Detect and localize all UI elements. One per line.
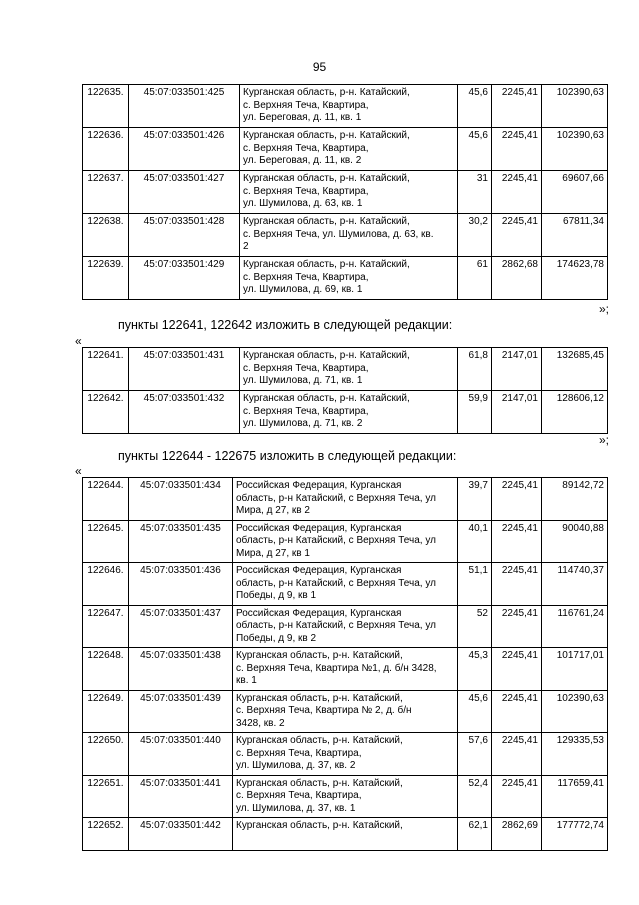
cadastral-number: 45:07:033501:434 xyxy=(129,478,233,521)
unit-price: 2245,41 xyxy=(492,605,542,648)
unit-price: 2862,69 xyxy=(492,818,542,851)
area-value: 51,1 xyxy=(458,563,492,606)
address-line: Курганская область, р-н. Катайский, xyxy=(236,820,403,831)
item-number: 122638. xyxy=(83,214,129,257)
address-line: Курганская область, р-н. Катайский, xyxy=(243,393,410,404)
address-line: с. Верхняя Теча, Квартира, xyxy=(243,362,369,374)
address-line: с. Верхняя Теча, Квартира, xyxy=(243,99,369,111)
address-line: 3428, кв. 2 xyxy=(236,717,285,729)
address-cell xyxy=(240,128,458,171)
address-line: Победы, д 9, кв 2 xyxy=(236,632,317,644)
unit-price: 2245,41 xyxy=(492,214,542,257)
table-row xyxy=(83,85,608,128)
cadastral-cost: 129335,53 xyxy=(542,733,608,776)
unit-price: 2245,41 xyxy=(492,733,542,776)
address-line: ул. Шумилова, д. 37, кв. 2 xyxy=(236,760,356,771)
table-row xyxy=(83,171,608,214)
address-line: с. Верхняя Теча, Квартира, xyxy=(236,747,362,759)
unit-price: 2245,41 xyxy=(492,520,542,563)
address-cell xyxy=(233,690,458,733)
area-value: 45,3 xyxy=(458,648,492,691)
area-value: 40,1 xyxy=(458,520,492,563)
address-line: Мира, д 27, кв 1 xyxy=(236,547,310,559)
cadastral-number: 45:07:033501:428 xyxy=(129,214,240,257)
address-line: Курганская область, р-н. Катайский, xyxy=(236,777,403,789)
opening-quote: « xyxy=(75,464,82,478)
address-line: Курганская область, р-н. Катайский, xyxy=(236,650,403,661)
address-cell xyxy=(240,171,458,214)
unit-price: 2245,41 xyxy=(492,478,542,521)
unit-price: 2245,41 xyxy=(492,171,542,214)
address-line: Курганская область, р-н. Катайский, xyxy=(236,735,403,746)
cadastral-number: 45:07:033501:435 xyxy=(129,520,233,563)
address-line: Российская Федерация, Курганская xyxy=(236,522,402,534)
item-number: 122648. xyxy=(83,648,129,691)
item-number: 122652. xyxy=(83,818,129,851)
unit-price: 2147,01 xyxy=(492,391,542,434)
address-line: Курганская область, р-н. Катайский, xyxy=(236,692,403,704)
area-value: 61 xyxy=(458,257,492,300)
address-cell xyxy=(240,214,458,257)
area-value: 45,6 xyxy=(458,128,492,171)
area-value: 31 xyxy=(458,171,492,214)
table-row xyxy=(83,690,608,733)
property-table-1 xyxy=(82,84,608,300)
table-row xyxy=(83,348,608,391)
area-value: 57,6 xyxy=(458,733,492,776)
address-line: с. Верхняя Теча, Квартира, xyxy=(243,185,369,197)
address-cell xyxy=(240,391,458,434)
table-row xyxy=(83,818,608,851)
item-number: 122642. xyxy=(83,391,129,434)
address-cell xyxy=(233,563,458,606)
cadastral-number: 45:07:033501:426 xyxy=(129,128,240,171)
unit-price: 2245,41 xyxy=(492,690,542,733)
item-number: 122646. xyxy=(83,563,129,606)
cadastral-number: 45:07:033501:439 xyxy=(129,690,233,733)
address-line: Курганская область, р-н. Катайский, xyxy=(243,173,410,184)
address-line: Курганская область, р-н. Катайский, xyxy=(243,259,410,270)
address-line: ул. Береговая, д. 11, кв. 2 xyxy=(243,155,362,166)
item-number: 122641. xyxy=(83,348,129,391)
cadastral-cost: 116761,24 xyxy=(542,605,608,648)
item-number: 122647. xyxy=(83,605,129,648)
cadastral-cost: 132685,45 xyxy=(542,348,608,391)
address-line: область, р-н Катайский, с Верхняя Теча, ул xyxy=(236,535,436,546)
address-line: с. Верхняя Теча, ул. Шумилова, д. 63, кв. xyxy=(243,228,434,240)
cadastral-number: 45:07:033501:438 xyxy=(129,648,233,691)
address-line: ул. Береговая, д. 11, кв. 1 xyxy=(243,112,362,123)
table-row xyxy=(83,391,608,434)
cadastral-cost: 69607,66 xyxy=(542,171,608,214)
address-line: область, р-н Катайский, с Верхняя Теча, ул xyxy=(236,492,436,504)
address-cell xyxy=(233,520,458,563)
address-line: область, р-н Катайский, с Верхняя Теча, ул xyxy=(236,620,436,631)
address-line: ул. Шумилова, д. 63, кв. 1 xyxy=(243,198,363,209)
cadastral-cost: 90040,88 xyxy=(542,520,608,563)
address-line: Победы, д 9, кв 1 xyxy=(236,590,317,601)
closing-quote: »; xyxy=(598,302,609,316)
item-number: 122644. xyxy=(83,478,129,521)
address-line: с. Верхняя Теча, Квартира, xyxy=(236,790,362,801)
address-line: ул. Шумилова, д. 69, кв. 1 xyxy=(243,284,363,295)
property-table-2 xyxy=(82,347,608,434)
address-line: кв. 1 xyxy=(236,675,257,686)
item-number: 122651. xyxy=(83,775,129,818)
area-value: 45,6 xyxy=(458,85,492,128)
address-line: Российская Федерация, Курганская xyxy=(236,607,402,619)
address-line: Российская Федерация, Курганская xyxy=(236,480,402,491)
unit-price: 2862,68 xyxy=(492,257,542,300)
address-cell xyxy=(240,85,458,128)
cadastral-cost: 102390,63 xyxy=(542,85,608,128)
table-row xyxy=(83,128,608,171)
cadastral-number: 45:07:033501:429 xyxy=(129,257,240,300)
table-row xyxy=(83,775,608,818)
address-cell xyxy=(233,605,458,648)
opening-quote: « xyxy=(75,334,82,348)
area-value: 62,1 xyxy=(458,818,492,851)
area-value: 39,7 xyxy=(458,478,492,521)
address-line: Курганская область, р-н. Катайский, xyxy=(243,216,410,227)
cadastral-number: 45:07:033501:440 xyxy=(129,733,233,776)
table-row xyxy=(83,648,608,691)
unit-price: 2245,41 xyxy=(492,563,542,606)
area-value: 52,4 xyxy=(458,775,492,818)
address-cell xyxy=(240,257,458,300)
cadastral-number: 45:07:033501:431 xyxy=(129,348,240,391)
address-line: ул. Шумилова, д. 37, кв. 1 xyxy=(236,802,356,814)
cadastral-cost: 102390,63 xyxy=(542,128,608,171)
table-row xyxy=(83,257,608,300)
area-value: 61,8 xyxy=(458,348,492,391)
cadastral-number: 45:07:033501:425 xyxy=(129,85,240,128)
table-row xyxy=(83,733,608,776)
address-cell xyxy=(233,775,458,818)
cadastral-number: 45:07:033501:441 xyxy=(129,775,233,818)
closing-quote: »; xyxy=(598,433,609,447)
address-line: с. Верхняя Теча, Квартира №1, д. б/н 3428, xyxy=(236,662,437,674)
address-line: Мира, д 27, кв 2 xyxy=(236,505,310,516)
item-number: 122636. xyxy=(83,128,129,171)
address-line: Российская Федерация, Курганская xyxy=(236,565,402,576)
page-number: 95 xyxy=(312,60,327,74)
cadastral-cost: 114740,37 xyxy=(542,563,608,606)
section-heading: пункты 122644 - 122675 изложить в следующей редакции: xyxy=(118,449,457,463)
address-cell xyxy=(233,478,458,521)
address-line: с. Верхняя Теча, Квартира, xyxy=(243,405,369,417)
cadastral-cost: 89142,72 xyxy=(542,478,608,521)
address-line: Курганская область, р-н. Катайский, xyxy=(243,87,410,98)
unit-price: 2245,41 xyxy=(492,648,542,691)
unit-price: 2147,01 xyxy=(492,348,542,391)
unit-price: 2245,41 xyxy=(492,85,542,128)
section-heading: пункты 122641, 122642 изложить в следующей редакции: xyxy=(118,318,453,332)
cadastral-number: 45:07:033501:442 xyxy=(129,818,233,851)
address-line: область, р-н Катайский, с Верхняя Теча, ул xyxy=(236,577,436,589)
table-row xyxy=(83,520,608,563)
area-value: 59,9 xyxy=(458,391,492,434)
cadastral-number: 45:07:033501:432 xyxy=(129,391,240,434)
address-line: Курганская область, р-н. Катайский, xyxy=(243,130,410,141)
area-value: 52 xyxy=(458,605,492,648)
property-table-3 xyxy=(82,477,608,851)
table-row xyxy=(83,478,608,521)
cadastral-cost: 177772,74 xyxy=(542,818,608,851)
address-cell xyxy=(233,648,458,691)
table-row xyxy=(83,563,608,606)
area-value: 45,6 xyxy=(458,690,492,733)
address-line: ул. Шумилова, д. 71, кв. 1 xyxy=(243,375,363,386)
cadastral-cost: 128606,12 xyxy=(542,391,608,434)
address-line: Курганская область, р-н. Катайский, xyxy=(243,350,410,361)
cadastral-number: 45:07:033501:436 xyxy=(129,563,233,606)
address-line: с. Верхняя Теча, Квартира, xyxy=(243,271,369,283)
table-row xyxy=(83,214,608,257)
area-value: 30,2 xyxy=(458,214,492,257)
address-line: с. Верхняя Теча, Квартира, xyxy=(243,142,369,154)
address-cell xyxy=(233,733,458,776)
unit-price: 2245,41 xyxy=(492,128,542,171)
item-number: 122645. xyxy=(83,520,129,563)
cadastral-number: 45:07:033501:437 xyxy=(129,605,233,648)
table-row xyxy=(83,605,608,648)
item-number: 122639. xyxy=(83,257,129,300)
address-line: ул. Шумилова, д. 71, кв. 2 xyxy=(243,418,363,429)
cadastral-cost: 101717,01 xyxy=(542,648,608,691)
address-line: с. Верхняя Теча, Квартира № 2, д. б/н xyxy=(236,705,412,716)
unit-price: 2245,41 xyxy=(492,775,542,818)
address-line: 2 xyxy=(243,241,249,252)
cadastral-number: 45:07:033501:427 xyxy=(129,171,240,214)
item-number: 122635. xyxy=(83,85,129,128)
cadastral-cost: 117659,41 xyxy=(542,775,608,818)
address-cell xyxy=(233,818,458,851)
item-number: 122649. xyxy=(83,690,129,733)
cadastral-cost: 102390,63 xyxy=(542,690,608,733)
cadastral-cost: 174623,78 xyxy=(542,257,608,300)
item-number: 122637. xyxy=(83,171,129,214)
address-cell xyxy=(240,348,458,391)
item-number: 122650. xyxy=(83,733,129,776)
cadastral-cost: 67811,34 xyxy=(542,214,608,257)
